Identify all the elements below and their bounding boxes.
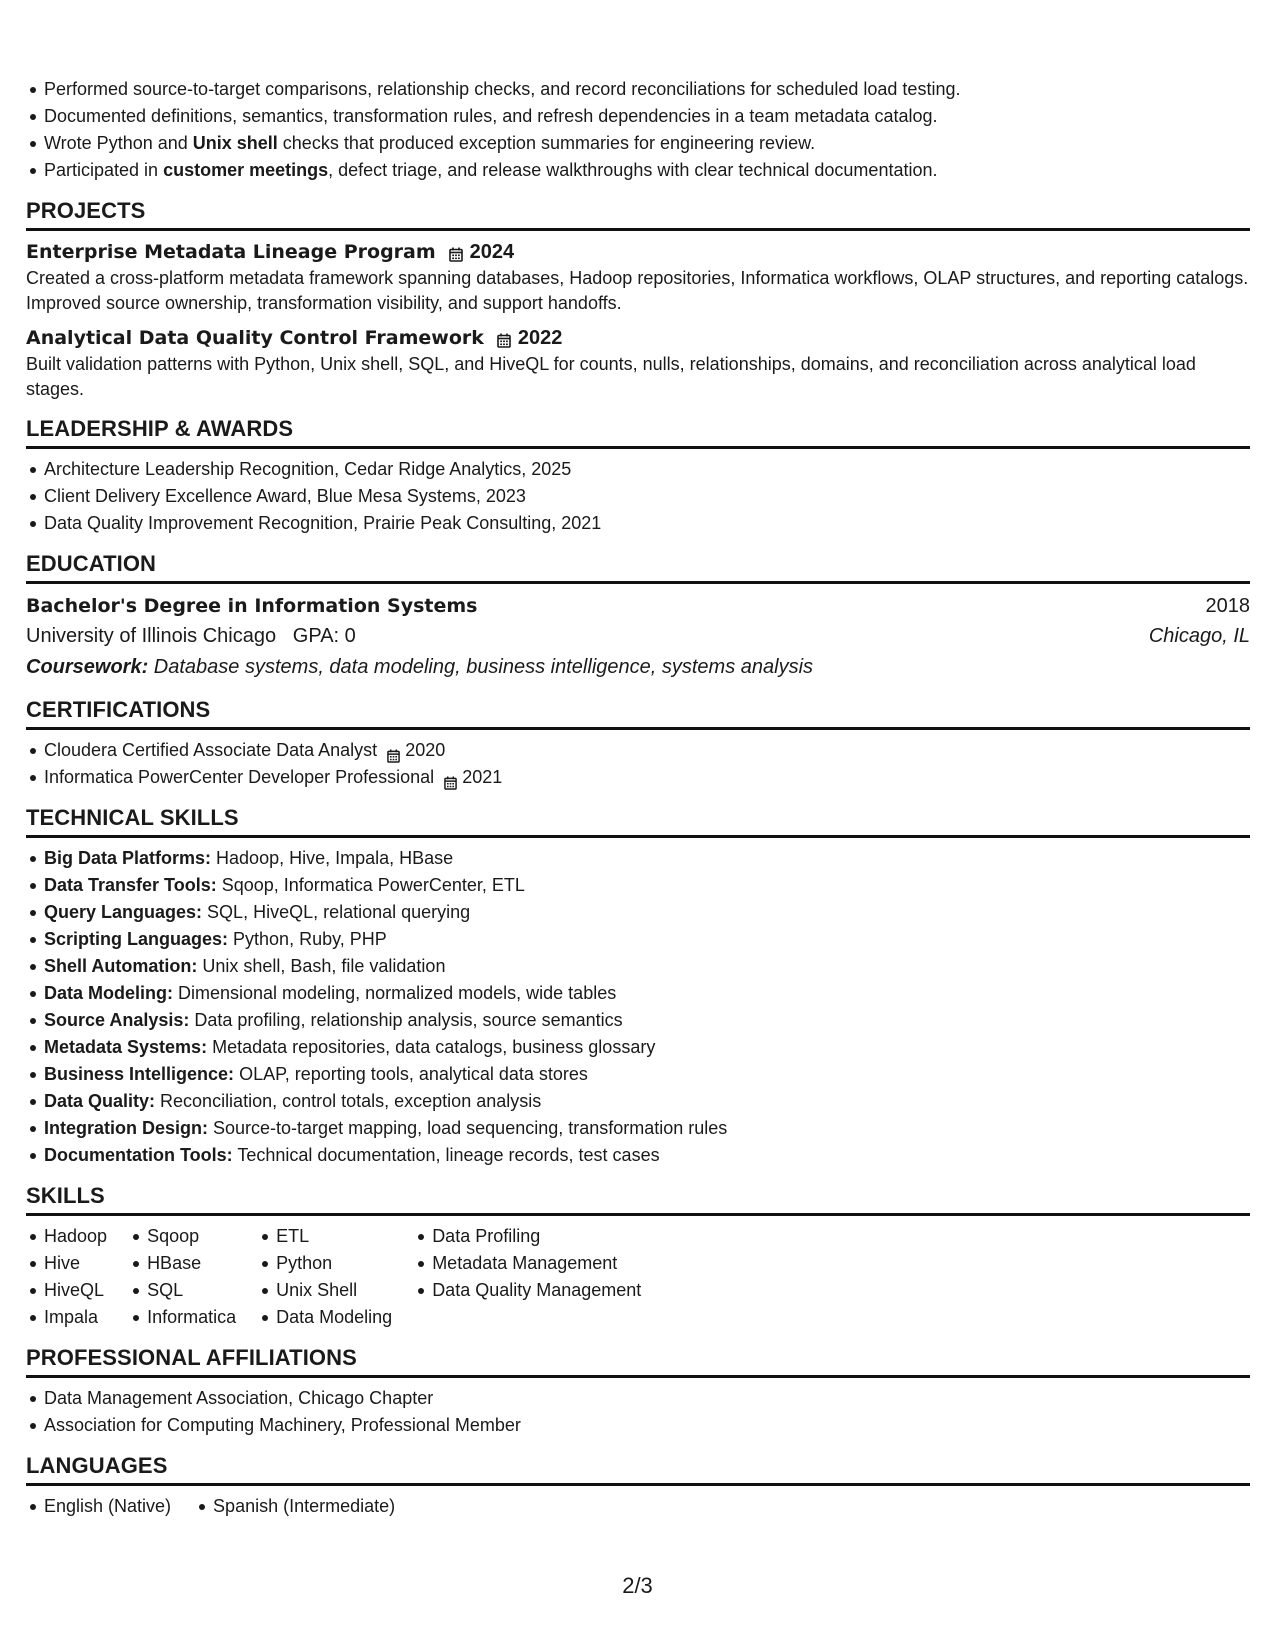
certifications-section: [26, 697, 1250, 791]
bullet-text: customer meetings: [163, 160, 329, 180]
technical-skill-item: [44, 845, 1250, 872]
skills-section: [26, 1183, 1250, 1331]
page-number: 2/3: [622, 1573, 653, 1598]
education-section: [26, 551, 1250, 683]
bullet-text: Unix shell: [192, 133, 278, 153]
technical-skill-value: Data profiling, relationship analysis, source semantics: [189, 1010, 623, 1030]
technical-skill-value: Metadata repositories, data catalogs, business glossary: [207, 1037, 656, 1057]
project-title-row: [26, 324, 1250, 352]
certifications-list: [26, 737, 1250, 791]
technical-skill-item: [44, 899, 1250, 926]
technical-skills-list: [26, 845, 1250, 1169]
technical-skill-value: Hadoop, Hive, Impala, HBase: [211, 848, 454, 868]
skill-item: Hive: [44, 1250, 107, 1277]
project-year: 2022: [517, 326, 563, 349]
bullet-text: Documented definitions, semantics, transformation rules, and refresh dependencies in a team metadata catalog.: [44, 106, 938, 126]
education-degree-row: [26, 591, 1250, 621]
language-column: [195, 1493, 395, 1520]
certification-year: 2021: [462, 767, 503, 787]
technical-skill-value: Python, Ruby, PHP: [228, 929, 387, 949]
skill-item: Impala: [44, 1304, 107, 1331]
technical-skill-value: Reconciliation, control totals, exception analysis: [155, 1091, 542, 1111]
leadership-list: [26, 456, 1250, 537]
skills-column: [26, 1223, 107, 1331]
language-column: [26, 1493, 171, 1520]
technical-skill-item: [44, 1034, 1250, 1061]
skill-item: Sqoop: [147, 1223, 236, 1250]
skill-item: Informatica: [147, 1304, 236, 1331]
section-title-education: EDUCATION: [26, 551, 1250, 584]
skill-item: Unix Shell: [276, 1277, 392, 1304]
skill-item: ETL: [276, 1223, 392, 1250]
technical-skill-item: [44, 1007, 1250, 1034]
technical-skill-label: Query Languages:: [44, 902, 203, 922]
calendar-icon: [387, 744, 400, 758]
technical-skill-value: Unix shell, Bash, file validation: [197, 956, 446, 976]
project-description: Created a cross-platform metadata framework spanning databases, Hadoop repositories, Informatica workflows, OLAP structures, and reporting catalogs. Improved source ownership, transformation visibility, and support handoffs.: [26, 268, 1249, 313]
bullet-text: Performed source-to-target comparisons, relationship checks, and record reconciliations for scheduled load testing.: [44, 79, 961, 99]
skill-item: Hadoop: [44, 1223, 107, 1250]
skill-item: Metadata Management: [432, 1250, 641, 1277]
section-title-leadership: LEADERSHIP & AWARDS: [26, 416, 1250, 449]
technical-skill-item: [44, 926, 1250, 953]
skill-item: Data Modeling: [276, 1304, 392, 1331]
section-title-skills: SKILLS: [26, 1183, 1250, 1216]
skills-column: [414, 1223, 641, 1331]
technical-skill-item: [44, 953, 1250, 980]
technical-skill-value: Technical documentation, lineage records, test cases: [232, 1145, 660, 1165]
technical-skill-label: Business Intelligence:: [44, 1064, 235, 1084]
skill-item: Data Quality Management: [432, 1277, 641, 1304]
languages-section: [26, 1453, 1250, 1520]
technical-skill-value: Source-to-target mapping, load sequencing, transformation rules: [208, 1118, 728, 1138]
resume-page: [26, 76, 1250, 1520]
calendar-icon: [449, 245, 463, 260]
certification-item: [44, 764, 1250, 791]
technical-skill-item: [44, 1088, 1250, 1115]
certification-year: 2020: [405, 740, 446, 760]
bullet-text: Participated in: [44, 160, 164, 180]
languages-list: [26, 1493, 1250, 1520]
list-item: Architecture Leadership Recognition, Cedar Ridge Analytics, 2025: [44, 456, 1250, 483]
calendar-icon: [444, 771, 457, 785]
technical-skill-value: SQL, HiveQL, relational querying: [202, 902, 471, 922]
language-item: Spanish (Intermediate): [213, 1493, 395, 1520]
bullet-text: Wrote Python and: [44, 133, 193, 153]
technical-skills-section: [26, 805, 1250, 1169]
technical-skill-item: [44, 1061, 1250, 1088]
education-school-row: [26, 621, 1250, 651]
projects-section: [26, 198, 1250, 402]
project-name: Enterprise Metadata Lineage Program: [26, 241, 436, 263]
skills-grid: [26, 1223, 1250, 1331]
skill-item: HiveQL: [44, 1277, 107, 1304]
project-year: 2024: [469, 240, 515, 263]
coursework-text: Database systems, data modeling, business intelligence, systems analysis: [148, 656, 814, 678]
section-title-projects: PROJECTS: [26, 198, 1250, 231]
technical-skill-value: Sqoop, Informatica PowerCenter, ETL: [216, 875, 525, 895]
technical-skill-label: Big Data Platforms:: [44, 848, 212, 868]
experience-bullet: [44, 76, 1250, 103]
technical-skill-label: Source Analysis:: [44, 1010, 190, 1030]
technical-skill-value: OLAP, reporting tools, analytical data stores: [234, 1064, 588, 1084]
leadership-section: [26, 416, 1250, 537]
technical-skill-value: Dimensional modeling, normalized models, wide tables: [173, 983, 617, 1003]
experience-bullet: [44, 130, 1250, 157]
education-year: 2018: [1205, 594, 1250, 617]
coursework-label: Coursework:: [26, 656, 149, 678]
section-title-certifications: CERTIFICATIONS: [26, 697, 1250, 730]
list-item: Data Quality Improvement Recognition, Prairie Peak Consulting, 2021: [44, 510, 1250, 537]
experience-bullet: [44, 157, 1250, 184]
technical-skill-label: Data Quality:: [44, 1091, 156, 1111]
technical-skill-label: Shell Automation:: [44, 956, 198, 976]
technical-skill-item: [44, 1115, 1250, 1142]
calendar-icon: [497, 331, 511, 346]
technical-skill-label: Documentation Tools:: [44, 1145, 233, 1165]
education-location: Chicago, IL: [1148, 625, 1250, 647]
list-item: Client Delivery Excellence Award, Blue Mesa Systems, 2023: [44, 483, 1250, 510]
technical-skill-label: Metadata Systems:: [44, 1037, 208, 1057]
bullet-text: , defect triage, and release walkthroughs with clear technical documentation.: [328, 160, 938, 180]
education-school: University of Illinois Chicago: [26, 625, 277, 647]
skill-item: Data Profiling: [432, 1223, 641, 1250]
affiliations-section: [26, 1345, 1250, 1439]
experience-bullet: [44, 103, 1250, 130]
affiliations-list: [26, 1385, 1250, 1439]
education-degree: Bachelor's Degree in Information Systems: [26, 595, 478, 617]
project-name: Analytical Data Quality Control Framework: [26, 327, 484, 349]
skills-column: [129, 1223, 236, 1331]
technical-skill-label: Integration Design:: [44, 1118, 209, 1138]
skill-item: Python: [276, 1250, 392, 1277]
technical-skill-label: Data Modeling:: [44, 983, 173, 1003]
bullet-text: checks that produced exception summaries for engineering review.: [277, 133, 816, 153]
experience-bullets: [26, 76, 1250, 184]
technical-skill-item: [44, 980, 1250, 1007]
section-title-affiliations: PROFESSIONAL AFFILIATIONS: [26, 1345, 1250, 1378]
technical-skill-label: Data Transfer Tools:: [44, 875, 217, 895]
education-school-gpa: [26, 621, 356, 651]
technical-skill-item: [44, 1142, 1250, 1169]
technical-skill-item: [44, 872, 1250, 899]
section-title-technical-skills: TECHNICAL SKILLS: [26, 805, 1250, 838]
skill-item: SQL: [147, 1277, 236, 1304]
technical-skill-label: Scripting Languages:: [44, 929, 229, 949]
section-title-languages: LANGUAGES: [26, 1453, 1250, 1486]
certification-name: Informatica PowerCenter Developer Professional: [44, 767, 435, 787]
projects-list: [26, 238, 1250, 402]
certification-name: Cloudera Certified Associate Data Analyst: [44, 740, 378, 760]
language-item: English (Native): [44, 1493, 171, 1520]
project-title-row: [26, 238, 1250, 266]
skill-item: HBase: [147, 1250, 236, 1277]
list-item: Association for Computing Machinery, Professional Member: [44, 1412, 1250, 1439]
skills-column: [258, 1223, 392, 1331]
education-coursework: [26, 651, 1250, 683]
project-description: Built validation patterns with Python, Unix shell, SQL, and HiveQL for counts, nulls, relationships, domains, and reconciliation across analytical load stages.: [26, 354, 1196, 399]
list-item: Data Management Association, Chicago Chapter: [44, 1385, 1250, 1412]
certification-item: [44, 737, 1250, 764]
education-gpa: GPA: 0: [292, 625, 356, 647]
